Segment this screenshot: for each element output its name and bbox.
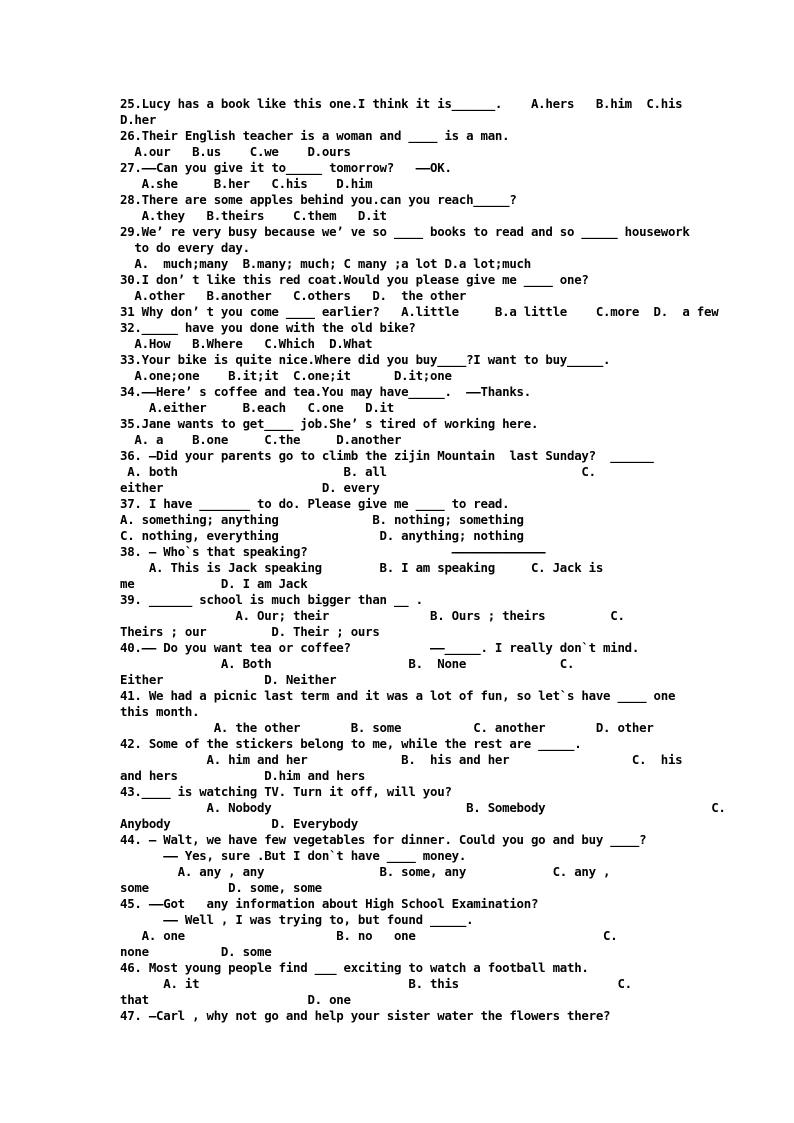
q33-options: A.one;one B.it;it C.one;it D.it;one (120, 368, 452, 383)
q44-question-2: —— Yes, sure .But I don`t have ____ money. (120, 848, 467, 863)
q34-question: 34.——Here’ s coffee and tea.You may have_____. ——Thanks. (120, 384, 531, 399)
q46-options-2: that D. one (120, 992, 351, 1007)
q46-question: 46. Most young people find ___ exciting to watch a football math. (120, 960, 589, 975)
q41-options: A. the other B. some C. another D. other (120, 720, 654, 735)
q47-question: 47. —Carl , why not go and help your sister water the flowers there? (120, 1008, 611, 1023)
q45-question-1: 45. ——Got any information about High School Examination? (120, 896, 539, 911)
q44-question-1: 44. — Walt, we have few vegetables for dinner. Could you go and buy ____? (120, 832, 647, 847)
q32-options: A.How B.Where C.Which D.What (120, 336, 373, 351)
q42-question: 42. Some of the stickers belong to me, while the rest are _____. (120, 736, 582, 751)
q37-options-2: C. nothing, everything D. anything; nothing (120, 528, 524, 543)
q27-options: A.she B.her C.his D.him (120, 176, 373, 191)
q25-line-1: 25.Lucy has a book like this one.I think it is______. A.hers B.him C.his (120, 96, 683, 111)
q32-question: 32._____ have you done with the old bike? (120, 320, 416, 335)
q29-options: A. much;many B.many; much; C many ;a lot D.a lot;much (120, 256, 531, 271)
q29-question-2: to do every day. (120, 240, 250, 255)
q46-options-1: A. it B. this C. (120, 976, 632, 991)
q37-options-1: A. something; anything B. nothing; something (120, 512, 524, 527)
q28-question: 28.There are some apples behind you.can you reach_____? (120, 192, 517, 207)
q38-question: 38. — Who`s that speaking? ————————————— (120, 544, 546, 559)
q35-options: A. a B.one C.the D.another (120, 432, 402, 447)
q31-question: 31 Why don’ t you come ____ earlier? A.little B.a little C.more D. a few (120, 304, 719, 319)
q42-options-2: and hers D.him and hers (120, 768, 366, 783)
q36-options-2: either D. every (120, 480, 380, 495)
q43-question: 43.____ is watching TV. Turn it off, will you? (120, 784, 452, 799)
q37-question: 37. I have _______ to do. Please give me ____ to read. (120, 496, 510, 511)
q38-options-1: A. This is Jack speaking B. I am speaking C. Jack is (120, 560, 604, 575)
q44-options-1: A. any , any B. some, any C. any , (120, 864, 611, 879)
q33-question: 33.Your bike is quite nice.Where did you buy____?I want to buy_____. (120, 352, 611, 367)
q42-options-1: A. him and her B. his and her C. his (120, 752, 683, 767)
q36-question: 36. —Did your parents go to climb the zijin Mountain last Sunday? ______ (120, 448, 654, 463)
q39-options-1: A. Our; their B. Ours ; theirs C. (120, 608, 625, 623)
q39-options-2: Theirs ; our D. Their ; ours (120, 624, 380, 639)
q45-options-1: A. one B. no one C. (120, 928, 618, 943)
q28-options: A.they B.theirs C.them D.it (120, 208, 387, 223)
q30-question: 30.I don’ t like this red coat.Would you please give me ____ one? (120, 272, 589, 287)
q44-options-2: some D. some, some (120, 880, 322, 895)
q26-question: 26.Their English teacher is a woman and ____ is a man. (120, 128, 510, 143)
q45-options-2: none D. some (120, 944, 272, 959)
q29-question-1: 29.We’ re very busy because we’ ve so ____ books to read and so _____ housework (120, 224, 690, 239)
q40-options-2: Either D. Neither (120, 672, 337, 687)
q43-options-1: A. Nobody B. Somebody C. (120, 800, 726, 815)
q35-question: 35.Jane wants to get____ job.She’ s tired of working here. (120, 416, 539, 431)
q40-options-1: A. Both B. None C. (120, 656, 575, 671)
q34-options: A.either B.each C.one D.it (120, 400, 394, 415)
q36-options-1: A. both B. all C. (120, 464, 596, 479)
q38-options-2: me D. I am Jack (120, 576, 308, 591)
q45-question-2: —— Well , I was trying to, but found _____. (120, 912, 474, 927)
q43-options-2: Anybody D. Everybody (120, 816, 358, 831)
q25-line-2: D.her (120, 112, 157, 127)
q40-question: 40.—— Do you want tea or coffee? ——_____. I really don`t mind. (120, 640, 640, 655)
q41-question-2: this month. (120, 704, 200, 719)
q26-options: A.our B.us C.we D.ours (120, 144, 351, 159)
q30-options: A.other B.another C.others D. the other (120, 288, 467, 303)
q27-question: 27.——Can you give it to_____ tomorrow? ——OK. (120, 160, 452, 175)
q39-question: 39. ______ school is much bigger than __ . (120, 592, 423, 607)
q41-question-1: 41. We had a picnic last term and it was a lot of fun, so let`s have ____ one (120, 688, 676, 703)
